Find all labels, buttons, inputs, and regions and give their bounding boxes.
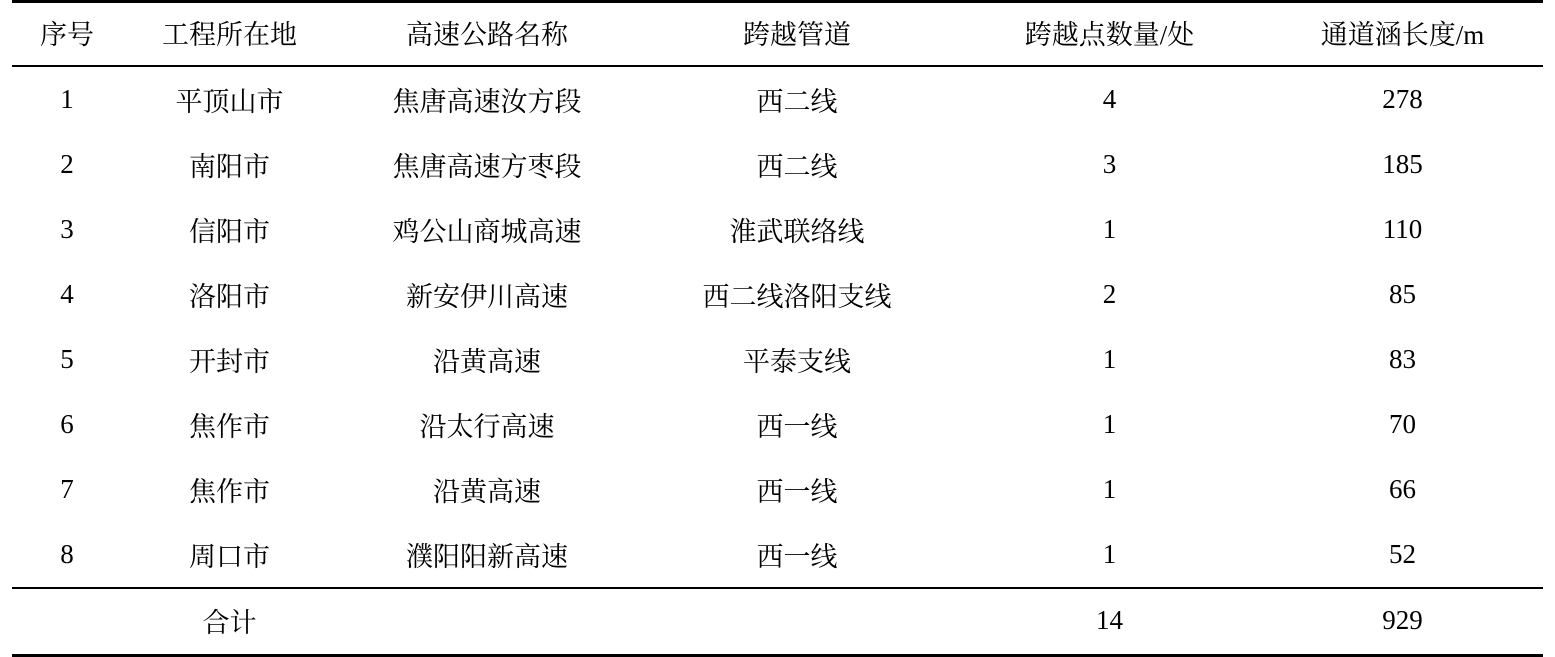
column-header-index: 序号: [12, 2, 122, 67]
column-header-crossing-count: 跨越点数量/处: [957, 2, 1262, 67]
cell-crossing-count: 1: [1102, 344, 1117, 374]
cell-culvert-length: 85: [1389, 279, 1416, 309]
cell-crossing-count: 1: [1102, 474, 1117, 504]
column-header-culvert-length: 通道涵长度/m: [1262, 2, 1543, 67]
cell-culvert-length: 278: [1382, 84, 1423, 114]
cell-index: 8: [12, 522, 122, 588]
cell-location: 南阳市: [189, 152, 270, 182]
cell-pipeline: 平泰支线: [743, 347, 851, 377]
table-header: [12, 2, 1543, 67]
total-cell-index: [12, 588, 122, 656]
cell-pipeline: 西二线: [756, 87, 838, 117]
cell-highway-name: 新安伊川高速: [406, 282, 568, 312]
header-row: [12, 2, 1543, 67]
cell-pipeline: 淮武联络线: [729, 217, 865, 247]
cell-location: 平顶山市: [175, 87, 284, 117]
cell-highway-name: 焦唐高速汝方段: [392, 87, 582, 117]
cell-location: 焦作市: [189, 412, 270, 442]
cell-culvert-length: 185: [1382, 149, 1423, 179]
total-cell-culvert-length: 929: [1262, 588, 1543, 656]
total-cell-highway-name: [337, 588, 637, 656]
cell-culvert-length: 110: [1382, 214, 1423, 244]
cell-crossing-count: 1: [957, 522, 1262, 588]
cell-location: 洛阳市: [189, 282, 270, 312]
cell-culvert-length: 66: [1389, 474, 1416, 504]
table-row: [12, 392, 1543, 457]
cell-highway-name: 焦唐高速方枣段: [392, 152, 582, 182]
column-header-highway-name: 高速公路名称: [337, 2, 637, 67]
cell-index: 1: [60, 84, 74, 114]
table-row: [12, 262, 1543, 327]
cell-index: 4: [60, 279, 74, 309]
cell-highway-name: 沿太行高速: [419, 412, 555, 442]
cell-pipeline: 西一线: [756, 477, 838, 507]
cell-highway-name: 濮阳阳新高速: [337, 522, 637, 588]
cell-location: 开封市: [189, 347, 270, 377]
table-row: [12, 522, 1543, 588]
table-total-row: [12, 588, 1543, 656]
cell-crossing-count: 3: [1102, 149, 1117, 179]
cell-location: 信阳市: [189, 217, 270, 247]
table-body: [12, 66, 1543, 656]
cell-pipeline: 西一线: [637, 522, 957, 588]
cell-index: 6: [60, 409, 74, 439]
column-header-pipeline: 跨越管道: [637, 2, 957, 67]
cell-highway-name: 沿黄高速: [433, 347, 541, 377]
cell-location: 周口市: [122, 522, 337, 588]
cell-location: 焦作市: [189, 477, 270, 507]
cell-highway-name: 沿黄高速: [433, 477, 541, 507]
table-row: [12, 457, 1543, 522]
cell-pipeline: 西一线: [756, 412, 838, 442]
data-table: [12, 0, 1543, 657]
cell-index: 5: [60, 344, 74, 374]
cell-crossing-count: 4: [1102, 84, 1117, 114]
table-row: [12, 66, 1543, 132]
cell-culvert-length: 70: [1389, 409, 1416, 439]
total-cell-crossing-count: 14: [957, 588, 1262, 656]
total-label: 合计: [122, 588, 337, 656]
table-row: [12, 197, 1543, 262]
cell-index: 3: [60, 214, 74, 244]
cell-index: 2: [60, 149, 74, 179]
cell-pipeline: 西二线洛阳支线: [702, 282, 892, 312]
table-row: [12, 327, 1543, 392]
cell-index: 7: [60, 474, 74, 504]
cell-highway-name: 鸡公山商城高速: [392, 217, 582, 247]
table-row: [12, 132, 1543, 197]
column-header-location: 工程所在地: [122, 2, 337, 67]
cell-crossing-count: 1: [1102, 409, 1117, 439]
cell-crossing-count: 2: [1102, 279, 1117, 309]
cell-crossing-count: 1: [1102, 214, 1117, 244]
cell-culvert-length: 52: [1262, 522, 1543, 588]
cell-culvert-length: 83: [1389, 344, 1416, 374]
total-cell-pipeline: [637, 588, 957, 656]
cell-pipeline: 西二线: [756, 152, 838, 182]
